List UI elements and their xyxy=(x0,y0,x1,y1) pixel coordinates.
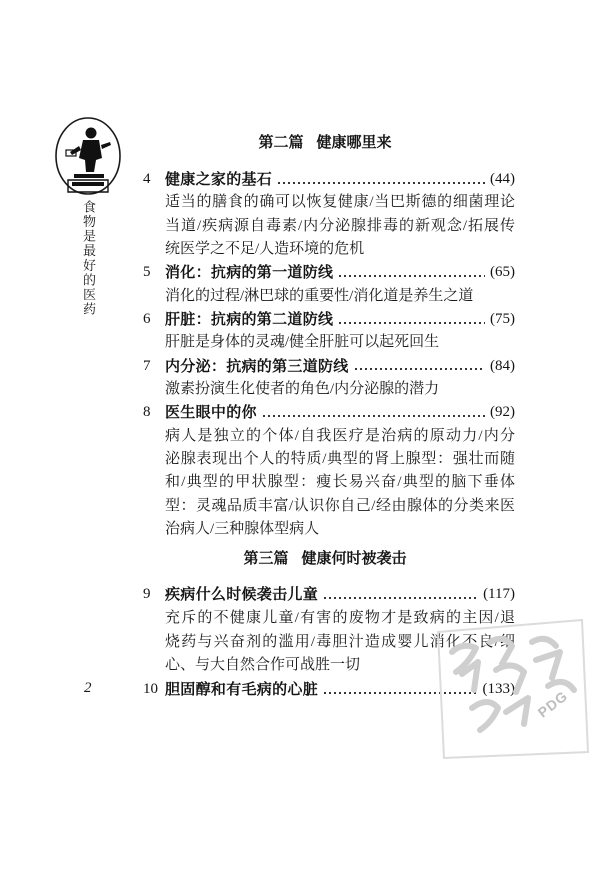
section-label: 第二篇 xyxy=(258,134,304,151)
section-label: 第三篇 xyxy=(243,550,289,567)
dot-leader xyxy=(338,308,485,331)
series-emblem-illustration xyxy=(52,116,124,200)
toc-entry-heading xyxy=(143,308,518,331)
chapter-number: 8 xyxy=(143,404,151,421)
chapter-summary-line: 当道/疾病源自毒素/内分泌腺排毒的新观念/拓展传 xyxy=(165,217,515,234)
chapter-summary-line: 泌腺表现出个人的特质/典型的肾上腺型：强壮而随 xyxy=(165,450,515,467)
toc-entry-heading xyxy=(143,261,518,284)
chapter-summary-line: 充斥的不健康儿童/有害的废物才是致病的主因/退 xyxy=(165,609,515,626)
chapter-number: 7 xyxy=(143,357,151,374)
toc-entry xyxy=(143,168,518,261)
chapter-summary-line: 烧药与兴奋剂的滥用/毒胆汁造成婴儿消化不良/细 xyxy=(165,633,515,650)
chapter-summary-line: 型：灵魂品质丰富/认识你自己/经由腺体的分类来医 xyxy=(165,497,515,514)
chapter-title: 内分泌：抗病的第三道防线 xyxy=(165,357,349,375)
dot-leader xyxy=(262,401,485,424)
chapter-summary-line: 和/典型的甲状腺型：瘦长易兴奋/典型的脑下垂体 xyxy=(165,474,515,491)
page-reference: (84) xyxy=(490,357,515,374)
chapter-summary-line: 统医学之不足/人造环境的危机 xyxy=(165,240,365,257)
chapter-number: 10 xyxy=(143,681,158,697)
chapter-number: 6 xyxy=(143,310,151,327)
toc-entry xyxy=(143,355,518,402)
page-number: 2 xyxy=(84,680,92,696)
toc-entry-heading xyxy=(143,583,518,607)
chapter-summary-line: 肝脏是身体的灵魂/健全肝脏可以起死回生 xyxy=(165,334,440,351)
toc-entry xyxy=(143,308,518,355)
page-reference: (92) xyxy=(490,404,515,421)
page-reference: (117) xyxy=(483,586,515,602)
toc-list xyxy=(143,168,518,541)
section-title: 健康何时被袭击 xyxy=(301,550,407,567)
toc-entry xyxy=(143,401,518,541)
chapter-summary-line: 病人是独立的个体/自我医疗是治病的原动力/内分 xyxy=(165,427,515,444)
page-reference: (75) xyxy=(490,310,515,327)
chapter-summary-line: 心、与大自然合作可战胜一切 xyxy=(165,657,361,674)
chapter-summary-line: 激素扮演生化使者的角色/内分泌腺的潜力 xyxy=(165,380,440,397)
chapter-title: 胆固醇和有毛病的心脏 xyxy=(165,681,319,698)
chapter-summary-line: 治病人/三种腺体型病人 xyxy=(165,520,320,537)
chapter-number: 4 xyxy=(143,171,151,187)
dot-leader xyxy=(277,168,485,191)
chapter-number: 9 xyxy=(143,586,151,602)
dot-leader xyxy=(354,355,485,378)
toc-entry-heading xyxy=(143,355,518,378)
dot-leader xyxy=(338,261,485,284)
toc-entry-heading xyxy=(143,168,518,191)
section-heading xyxy=(140,133,510,153)
toc-entry xyxy=(143,261,518,308)
chapter-title: 消化：抗病的第一道防线 xyxy=(165,264,334,282)
chapter-summary-line: 适当的膳食的确可以恢复健康/当巴斯德的细菌理论 xyxy=(165,194,515,211)
page-reference: (65) xyxy=(490,264,515,281)
section-title: 健康哪里来 xyxy=(316,134,392,151)
chapter-title: 肝脏：抗病的第二道防线 xyxy=(165,310,334,328)
scan-watermark xyxy=(432,612,592,762)
chapter-title: 疾病什么时候袭击儿童 xyxy=(165,586,319,603)
toc-entry-heading xyxy=(143,401,518,424)
watermark-brush-marks xyxy=(432,612,592,762)
section-heading xyxy=(140,549,510,569)
running-title: 食物是最好的医药 xyxy=(81,200,96,317)
page-reference: (44) xyxy=(490,171,515,187)
page-reference: (133) xyxy=(482,681,515,697)
chapter-number: 5 xyxy=(143,264,151,281)
chapter-summary-line: 消化的过程/淋巴球的重要性/消化道是养生之道 xyxy=(165,287,474,304)
chapter-title: 医生眼中的你 xyxy=(165,404,257,422)
watermark-text: PDG xyxy=(534,687,571,721)
dot-leader xyxy=(323,583,478,607)
chapter-title: 健康之家的基石 xyxy=(165,171,273,188)
